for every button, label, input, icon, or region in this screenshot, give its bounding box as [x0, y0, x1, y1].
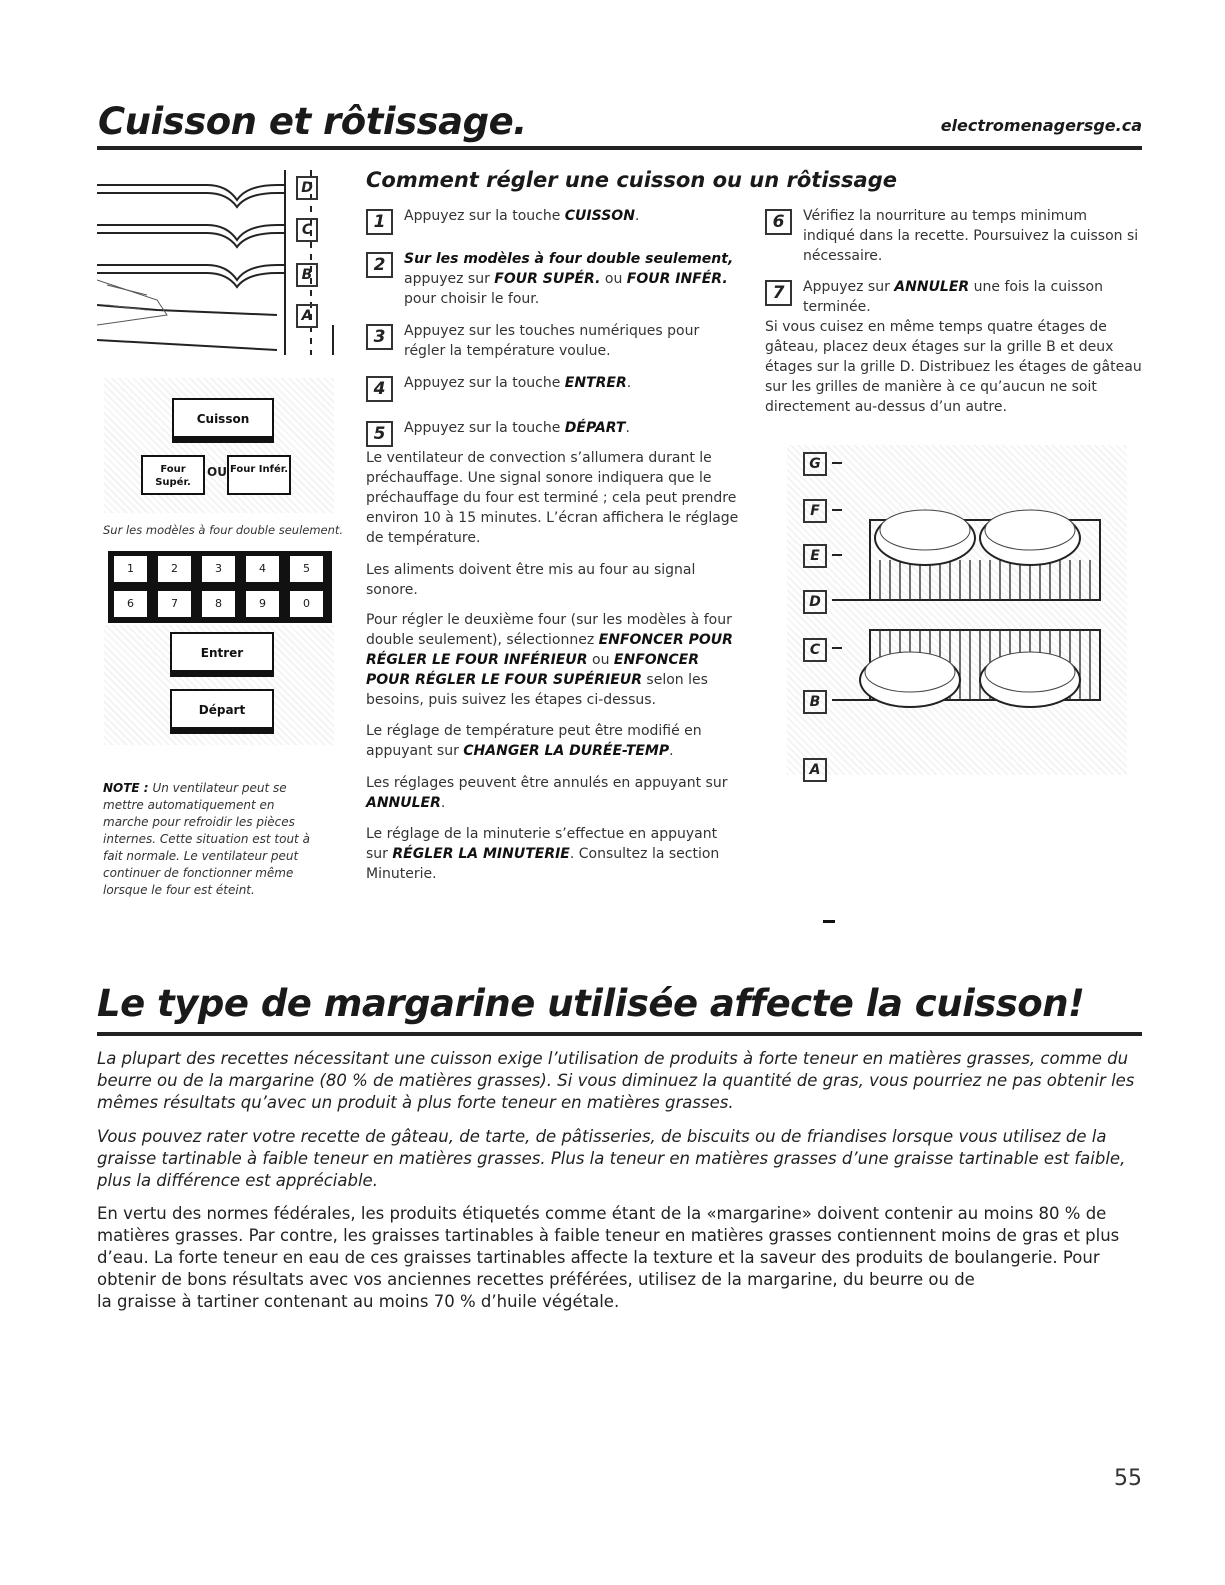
number-key-1[interactable]: 1	[112, 554, 149, 586]
rack-diagram-labels	[803, 452, 833, 792]
rack-label-b: B	[803, 690, 827, 714]
paragraph-cancel: Les réglages peuvent être annulés en appuyant sur ANNULER.	[366, 775, 728, 811]
paragraph-convection: Le ventilateur de convection s’allumera durant le préchauffage. Une signal sonore indiquera que le préchauffage du four est terminé ; cela peut prendre environ 10 à 15 minutes. L’écran affichera le réglage de température.	[366, 450, 739, 546]
rack-label-g: G	[803, 452, 827, 476]
step-6: 6 Vérifiez la nourriture au temps minimum indiqué dans la recette. Poursuivez la cuisson si nécessaire.	[765, 206, 1143, 271]
page-title: Cuisson et rôtissage.	[98, 100, 527, 143]
number-key-8[interactable]: 8	[200, 589, 237, 621]
upper-oven-key[interactable]: Four Supér.	[141, 455, 205, 495]
header-rule	[97, 146, 1142, 150]
step-number: 6	[765, 209, 792, 235]
enter-key[interactable]: Entrer	[170, 632, 274, 677]
step-5: 5 Appuyez sur la touche DÉPART.	[366, 418, 736, 448]
rack-label-c: C	[803, 638, 827, 662]
margarine-paragraph-3: En vertu des normes fédérales, les produits étiquetés comme étant de la «margarine» doivent contenir au moins 80 % de matières grasses. Par contre, les graisses tartinables à faible teneur en matières grasses contiennent moins de gras et plus d’eau. La forte teneur en eau de ces graisses tartinables affecte la texture et la saveur des produits de boulangerie. Pour obtenir de bons résultats avec vos anciennes recettes préférées, utilisez de la margarine, du beurre ou de la graisse à tartiner contenant au moins 70 % d’huile végétale.	[97, 1204, 1120, 1311]
margarine-heading: Le type de margarine utilisée affecte la cuisson!	[97, 982, 1085, 1025]
margarine-paragraph-1: La plupart des recettes nécessitant une cuisson exige l’utilisation de produits à forte teneur en matières grasses, comme du beurre ou de la margarine (80 % de matières grasses). Si vous diminuez la quantité de gras, vous pourriez ne pas obtenir les mêmes résultats qu’avec un produit à plus forte teneur en matières grasses.	[97, 1049, 1135, 1112]
step-number: 7	[765, 280, 792, 306]
section-heading: Comment régler une cuisson ou un rôtissage	[366, 168, 897, 192]
lower-oven-key[interactable]: Four Infér.	[227, 455, 291, 495]
page-number: 55	[1114, 1466, 1142, 1491]
step-3: 3 Appuyez sur les touches numériques pour régler la température voulue.	[366, 321, 736, 366]
step-7: 7 Appuyez sur ANNULER une fois la cuisson terminée.	[765, 277, 1143, 319]
number-key-6[interactable]: 6	[112, 589, 149, 621]
rack-label-f: F	[803, 499, 827, 523]
number-key-3[interactable]: 3	[200, 554, 237, 586]
number-key-2[interactable]: 2	[156, 554, 193, 586]
bake-key-ref: CUISSON	[564, 208, 635, 224]
number-keypad	[108, 551, 332, 623]
rack-label-a: A	[296, 304, 318, 328]
paragraph-timer: Le réglage de la minuterie s’effectue en appuyant sur RÉGLER LA MINUTERIE. Consultez la section Minuterie.	[366, 826, 720, 882]
step-number: 4	[366, 376, 393, 402]
double-oven-caption: Sur les modèles à four double seulement.	[103, 523, 344, 537]
oven-select-keys	[141, 455, 291, 495]
note-label: NOTE :	[103, 781, 149, 795]
number-key-7[interactable]: 7	[156, 589, 193, 621]
or-label: OU	[207, 465, 227, 479]
rack-label-d: D	[803, 590, 827, 614]
paragraph-temperature: Le réglage de température peut être modifié en appuyant sur CHANGER LA DURÉE-TEMP.	[366, 723, 702, 759]
divider-dash	[823, 920, 835, 923]
website-link[interactable]: electromenagersge.ca	[940, 116, 1142, 135]
step-4: 4 Appuyez sur la touche ENTRER.	[366, 373, 736, 403]
paragraph-second-oven: Pour régler le deuxième four (sur les modèles à four double seulement), sélectionnez ENFONCER POUR RÉGLER LE FOUR INFÉRIEUR ou ENFONCER POUR RÉGLER LE FOUR SUPÉRIEUR selon les besoins, puis suivez les étapes ci-dessus.	[366, 612, 733, 708]
rack-position-labels	[296, 176, 318, 346]
note-text: Un ventilateur peut se mettre automatiquement en marche pour refroidir les pièces internes. Cette situation est tout à fait normale. Le ventilateur peut continuer de fonctionner même lorsque le four est éteint.	[103, 781, 310, 897]
number-key-5[interactable]: 5	[288, 554, 325, 586]
note	[103, 780, 313, 899]
rack-diagram	[800, 450, 1125, 790]
step-number: 2	[366, 252, 393, 278]
step-number: 1	[366, 209, 393, 235]
paragraph-food: Les aliments doivent être mis au four au signal sonore.	[366, 562, 696, 598]
step-number: 3	[366, 324, 393, 350]
bake-key[interactable]: Cuisson	[172, 398, 274, 443]
step-number: 5	[366, 421, 393, 447]
number-key-9[interactable]: 9	[244, 589, 281, 621]
rack-label-a: A	[803, 758, 827, 782]
number-key-4[interactable]: 4	[244, 554, 281, 586]
start-key[interactable]: Départ	[170, 689, 274, 734]
number-key-0[interactable]: 0	[288, 589, 325, 621]
rack-label-c: C	[296, 218, 318, 242]
margarine-rule	[97, 1032, 1142, 1036]
rack-label-e: E	[803, 544, 827, 568]
paragraph-cake-layers: Si vous cuisez en même temps quatre étages de gâteau, placez deux étages sur la grille B et deux étages sur la grille D. Distribuez les étages de gâteau sur les grilles de manière à ce qu’aucun ne soit directement au-dessus d’un autre.	[765, 319, 1142, 415]
rack-label-b: B	[296, 263, 318, 287]
step-2: 2 Sur les modèles à four double seulement, appuyez sur FOUR SUPÉR. ou FOUR INFÉR. pour choisir le four.	[366, 249, 736, 314]
rack-label-d: D	[296, 176, 318, 200]
step-1: 1 Appuyez sur la touche CUISSON.	[366, 206, 736, 236]
margarine-paragraph-2: Vous pouvez rater votre recette de gâteau, de tarte, de pâtisseries, de biscuits ou de friandises lorsque vous utilisez de la graisse tartinable à faible teneur en matières grasses. Plus la teneur en matières grasses d’une graisse tartinable est faible, plus la différence est appréciable.	[97, 1127, 1126, 1190]
